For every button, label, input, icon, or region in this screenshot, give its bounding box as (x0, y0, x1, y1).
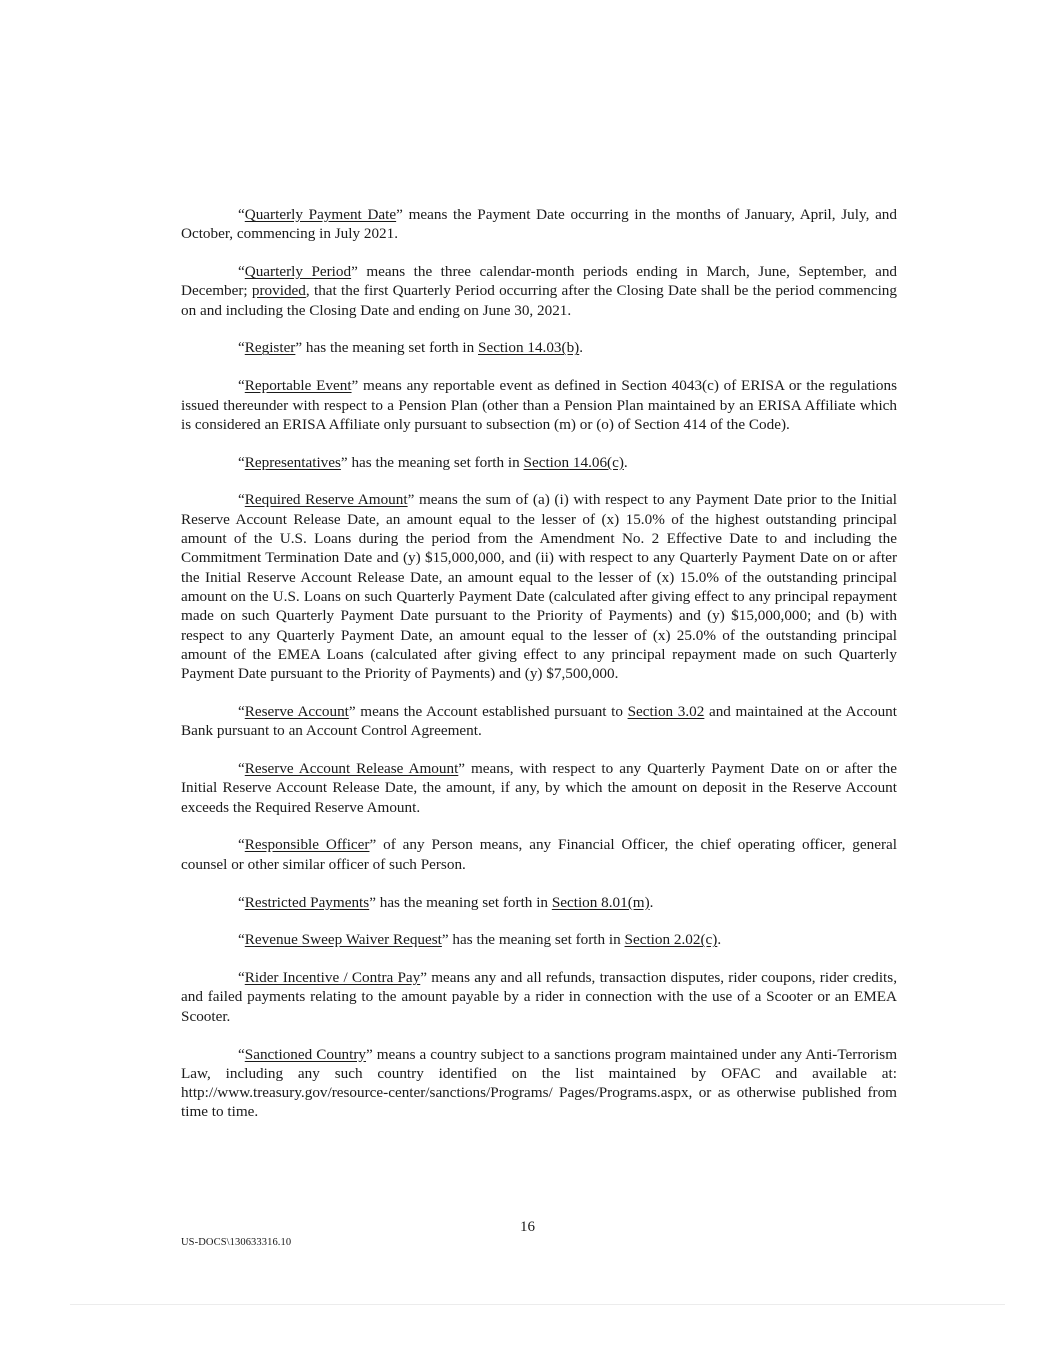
defined-term: Sanctioned Country (244, 1045, 367, 1063)
defined-term: Quarterly Payment Date (244, 206, 397, 223)
defined-term: Responsible Officer (244, 836, 370, 854)
definition-paragraph (181, 835, 897, 874)
page-edge-divider (70, 1304, 1005, 1305)
section-reference: Section 2.02(c) (624, 931, 718, 949)
definition-text: ” means, with respect to any Quarterly Payment Date on or after the Initial Reserve Account Release Date, the amount, if any, by which the amount on deposit in the Reserve Account exceeds the Required Reserve Amount. (181, 760, 897, 816)
definition-paragraph (181, 338, 897, 357)
definition-paragraph (181, 930, 897, 949)
definition-text: ” means any reportable event as defined in Section 4043(c) of ERISA or the regulations issued thereunder with respect to a Pension Plan (other than a Pension Plan maintained by an ERISA Affiliate which is considered an ERISA Affiliate only pursuant to subsection (m) or (o) of Section 414 of the Code). (181, 377, 897, 433)
definition-text: ” means the sum of (a) (i) with respect to any Payment Date prior to the Initial Reserve Account Release Date, an amount equal to the lesser of (x) 15.0% of the highest outstanding principal amount of the U.S. Loans during the period from the Amendment No. 2 Effective Date to and including the Commitment Termination Date and (y) $15,000,000, and (ii) with respect to any Quarterly Payment Date on or after the Initial Reserve Account Release Date, an amount equal to the lesser of (x) 15.0% of the outstanding principal amount on the U.S. Loans on such Quarterly Payment Date (calculated after giving effect to any principal repayment made on such Quarterly Payment Date pursuant to the Priority of Payments) and (y) $15,000,000; and (b) with respect to any Quarterly Payment Date, an amount equal to the lesser of (x) 25.0% of the outstanding principal amount of the EMEA Loans (calculated after giving effect to any principal repayment made on such Quarterly Payment Date pursuant to the Priority of Payments) and (y) $7,500,000. (181, 491, 898, 683)
proviso-term: provided (251, 282, 306, 300)
definition-paragraph (181, 262, 897, 320)
defined-term: Required Reserve Amount (244, 491, 408, 509)
definition-text: “ (238, 206, 245, 223)
defined-term: Reserve Account Release Amount (244, 760, 459, 778)
definition-text: “ (238, 702, 245, 720)
definition-text: ” means any and all refunds, transaction disputes, rider coupons, rider credits, and failed payments relating to the amount payable by a rider in connection with the use of a Scooter or an EMEA Scooter. (181, 969, 897, 1025)
definition-paragraph (181, 893, 897, 912)
definition-text: ” has the meaning set forth in (369, 893, 552, 911)
definition-paragraph (181, 490, 897, 683)
definition-text: and maintained at the Account Bank pursuant to an Account Control Agreement. (181, 702, 897, 740)
page-number: 16 (520, 1219, 535, 1235)
definition-text: “ (238, 931, 245, 949)
definition-text: “ (238, 377, 245, 395)
definition-paragraph (181, 702, 897, 741)
definition-text: ” of any Person means, any Financial Officer, the chief operating officer, general counsel or other similar officer of such Person. (181, 836, 897, 873)
defined-term: Representatives (244, 453, 341, 471)
defined-term: Restricted Payments (244, 893, 370, 911)
definition-text: “ (238, 491, 245, 509)
defined-term: Register (244, 339, 296, 357)
definition-paragraph (181, 205, 897, 244)
defined-term: Quarterly Period (244, 263, 352, 281)
definition-text: “ (238, 1045, 245, 1063)
definition-text: . (623, 453, 628, 471)
definition-text: “ (238, 893, 245, 911)
definition-text: “ (238, 969, 245, 987)
definition-text: “ (238, 453, 245, 471)
definition-text: . (649, 893, 654, 911)
definition-text: ” means a country subject to a sanctions program maintained under any Anti-Terrorism Law, including any such country identified on the list maintained by OFAC and available at: http://www.treasury.gov/resource-center/sanctions/Programs/ Pages/Programs.aspx, or as otherwise published from time to time. (181, 1045, 898, 1121)
definition-text: , that the first Quarterly Period occurring after the Closing Date shall be the period commencing on and including the Closing Date and ending on June 30, 2021. (181, 282, 897, 319)
section-reference: Section 14.06(c) (523, 453, 624, 471)
definition-text: ” has the meaning set forth in (340, 453, 524, 471)
defined-term: Revenue Sweep Waiver Request (244, 931, 442, 949)
definition-text: ” has the meaning set forth in (441, 931, 625, 949)
defined-term: Reportable Event (244, 377, 352, 395)
section-reference: Section 8.01(m) (551, 893, 650, 911)
definition-text: ” means the Account established pursuant to (348, 702, 628, 720)
definition-text: ” has the meaning set forth in (295, 339, 478, 357)
definition-paragraph (181, 453, 897, 472)
defined-term: Reserve Account (244, 702, 349, 720)
section-reference: Section 14.03(b) (478, 339, 580, 357)
defined-term: Rider Incentive / Contra Pay (244, 969, 421, 987)
definition-paragraph (181, 968, 897, 1026)
definition-text: ” means the three calendar-month periods ending in March, June, September, and December; (181, 263, 898, 300)
definition-text: “ (238, 760, 245, 778)
definitions-body (181, 205, 897, 1140)
definition-paragraph (181, 376, 897, 434)
definition-text: “ (238, 836, 245, 854)
definition-text: . (579, 339, 584, 357)
definition-paragraph (181, 1045, 897, 1122)
definition-text: “ (238, 339, 245, 357)
definition-text: ” means the Payment Date occurring in the months of January, April, July, and October, commencing in July 2021. (181, 206, 897, 243)
definition-text: . (717, 931, 722, 949)
definition-paragraph (181, 759, 897, 817)
section-reference: Section 3.02 (627, 702, 705, 720)
definition-text: “ (238, 263, 245, 281)
document-id: US-DOCS\130633316.10 (181, 1237, 292, 1248)
